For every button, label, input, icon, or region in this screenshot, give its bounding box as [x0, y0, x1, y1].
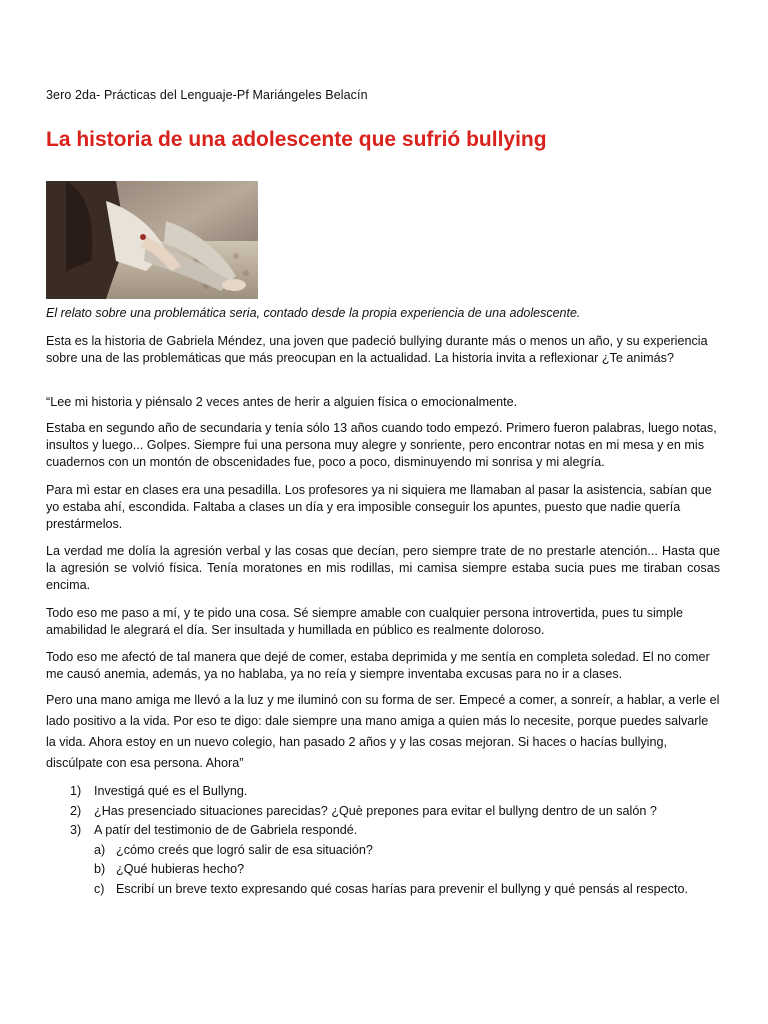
subquestion-text: ¿Qué hubieras hecho?: [116, 862, 245, 877]
question-number: 2): [70, 803, 82, 818]
photo-caption: El relato sobre una problemática seria, contado desde la propia experiencia de una adolescente.: [46, 306, 581, 320]
subquestion-text: ¿cómo creés que logró salir de esa situación?: [116, 842, 373, 857]
quote-opening: “Lee mi historia y piénsalo 2 veces antes de herir a alguien física o emocionalmente.: [46, 395, 518, 409]
story-paragraph-3: La verdad me dolía la agresión verbal y las cosas que decían, pero siempre trate de no prestarle atención... Hasta que la agresión se volvió física. Tenía moratones en mis rodillas, mi camisa siempre estaba sucia pues me tiraban cosas encima.: [46, 544, 720, 592]
question-number: 1): [70, 784, 82, 798]
question-item: [46, 821, 722, 841]
question-number: 3): [70, 823, 82, 838]
photo-girl-sitting-on-bed-icon: [46, 181, 258, 299]
subquestion-item: [46, 860, 722, 880]
subquestion-text: Escribí un breve texto expresando qué cosas harías para prevenir el bullyng y qué pensás al respecto.: [116, 881, 688, 896]
question-item: [46, 802, 722, 822]
subquestion-item: [46, 841, 722, 861]
story-paragraph-6: Pero una mano amiga me llevó a la luz y me iluminó con su forma de ser. Empecé a comer, a sonreír, a hablar, a verle el lado positivo a la vida. Por eso te digo: dale siempre una mano amiga a quien más lo necesite, porque puedes salvarle la vida. Ahora estoy en un nuevo colegio, han pasado 2 años y y las cosas mejoran. Si haces o hacías bullying, discúlpate con esa persona. Ahora”: [46, 693, 720, 770]
course-header: 3ero 2da- Prácticas del Lenguaje-Pf Mariángeles Belacín: [46, 88, 368, 102]
subquestion-letter: a): [94, 842, 106, 857]
activity-questions: [46, 782, 722, 900]
article-photo: [46, 181, 258, 299]
article-title: La historia de una adolescente que sufrió bullying: [46, 128, 547, 151]
question-text: A patír del testimonio de de Gabriela respondé.: [94, 823, 358, 838]
story-paragraph-2: Para mì estar en clases era una pesadilla. Los profesores ya ni siquiera me llamaban al pasar la asistencia, sabían que yo estaba ahí, escondida. Faltaba a clases un día y era imposible conseguir los apuntes, puesto que nadie quería prestármelos.: [46, 483, 712, 531]
question-text: ¿Has presenciado situaciones parecidas? ¿Què prepones para evitar el bullyng dentro de un salón ?: [94, 803, 657, 818]
subquestion-item: [46, 880, 722, 900]
subquestion-letter: b): [94, 862, 106, 877]
story-paragraph-4: Todo eso me paso a mí, y te pido una cosa. Sé siempre amable con cualquier persona introvertida, pues tu simple amabilidad le alegrará el día. Ser insultada y humillada en público es realmente doloroso.: [46, 606, 684, 637]
subquestion-letter: c): [94, 881, 105, 896]
story-paragraph-1: Estaba en segundo año de secundaria y tenía sólo 13 años cuando todo empezó. Primero fueron palabras, luego notas, insultos y luego... Golpes. Siempre fui una persona muy alegre y sonriente, pero encontrar notas en mi mesa y en mis cuadernos con un montón de obscenidades fue, poco a poco, disminuyendo mi sonrisa y mi alegría.: [46, 421, 717, 469]
question-item: [46, 782, 722, 802]
question-text: Investigá qué es el Bullyng.: [94, 784, 248, 798]
intro-paragraph: Esta es la historia de Gabriela Méndez, una joven que padeció bullying durante más o menos un año, y su experiencia sobre una de las problemáticas que más preocupan en la actualidad. La historia invita a reflexionar ¿Te animás?: [46, 334, 708, 365]
story-paragraph-5: Todo eso me afectó de tal manera que dejé de comer, estaba deprimida y me sentía en completa soledad. El no comer me causó anemia, además, ya no hablaba, ya no reía y siempre inventaba excusas para no ir a clases.: [46, 650, 710, 681]
